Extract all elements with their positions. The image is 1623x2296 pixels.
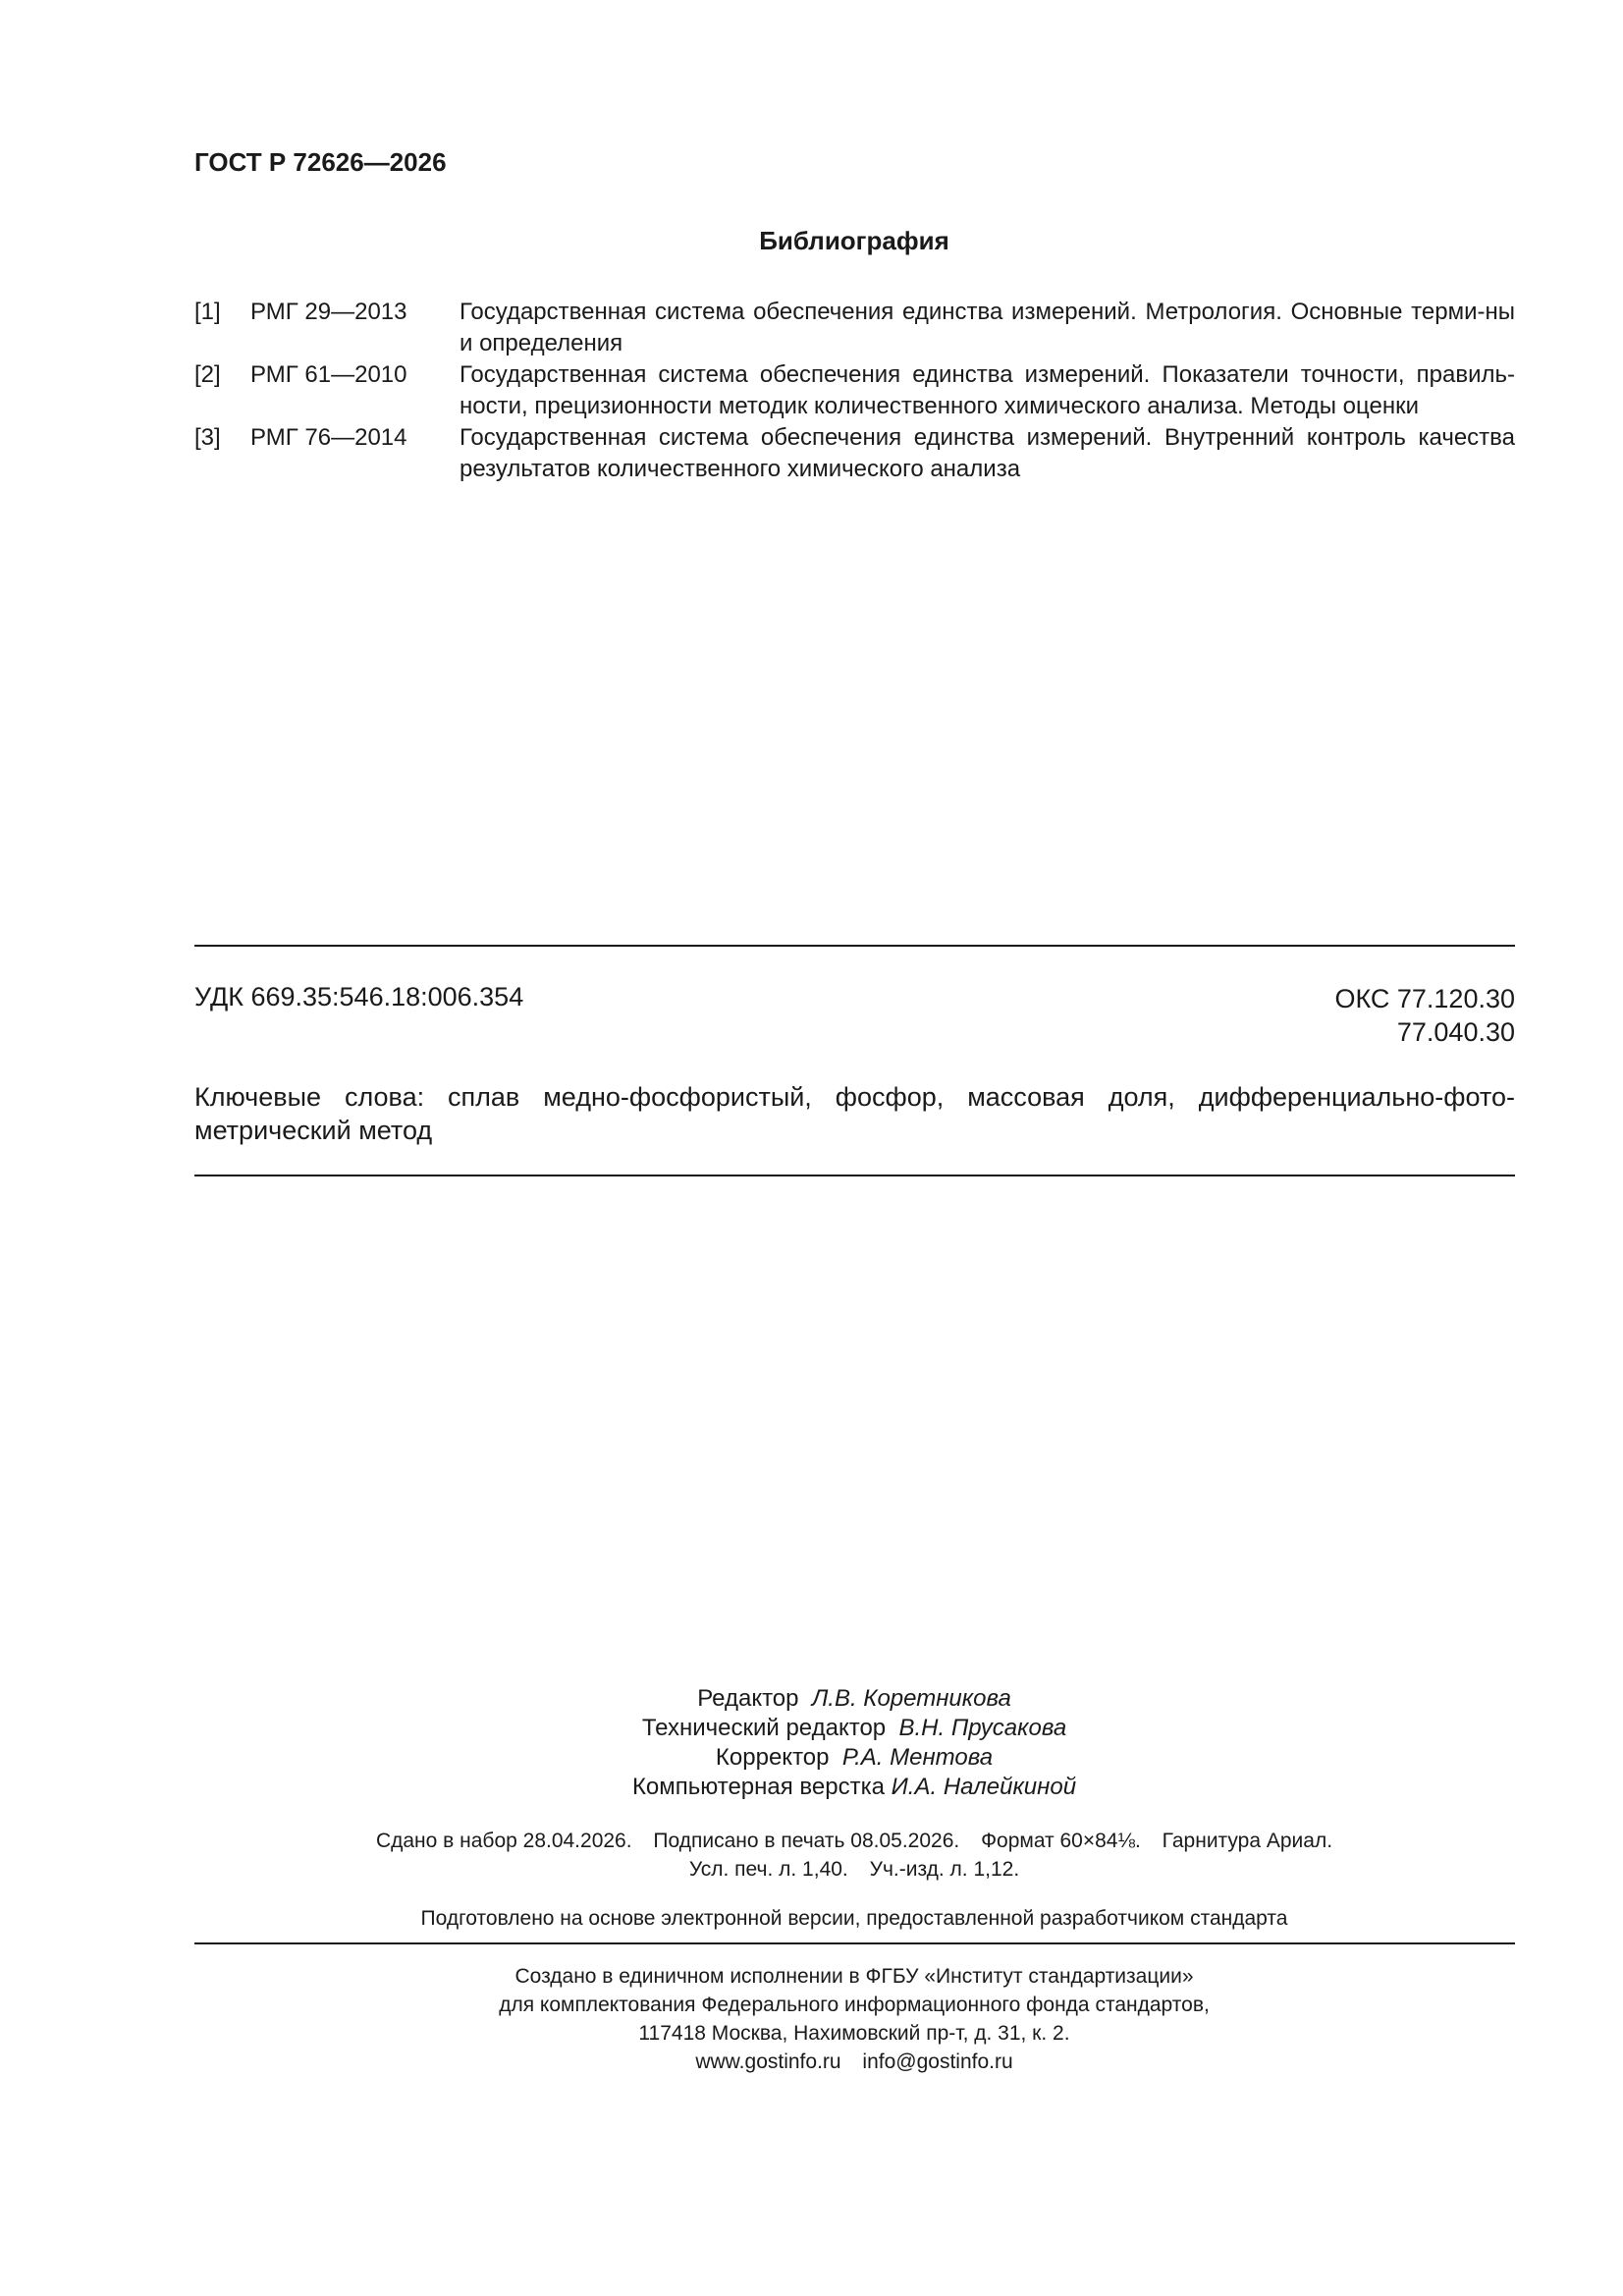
credit-tech-editor — [0, 1714, 1623, 1743]
credit-role: Технический редактор — [641, 1715, 887, 1741]
website-link[interactable]: www.gostinfo.ru — [695, 2050, 841, 2073]
credits-block — [0, 1684, 1623, 1802]
bibliography-entry — [194, 359, 1515, 422]
submitted-date: Сдано в набор 28.04.2026. — [375, 1830, 632, 1852]
oks-line-1: ОКС 77.120.30 — [1334, 984, 1515, 1013]
bibliography-entry-number: [1] — [194, 299, 221, 325]
credit-layout — [0, 1773, 1623, 1802]
credit-name: Р.А. Ментова — [841, 1744, 994, 1771]
created-line-3: 117418 Москва, Нахимовский пр-т, д. 31, к. 2. — [638, 2022, 1070, 2045]
credit-role: Корректор — [715, 1744, 830, 1771]
credit-name: Л.В. Коретникова — [811, 1685, 1011, 1712]
divider-top — [194, 945, 1515, 947]
print-info — [0, 1827, 1623, 1884]
bibliography-entry — [194, 422, 1515, 485]
bibliography-list — [194, 297, 1515, 485]
created-line-2: для комплектования Федерального информационного фонда стандартов, — [499, 1994, 1210, 2016]
bibliography-title: Библиография — [759, 226, 949, 255]
credit-name: В.Н. Прусакова — [898, 1715, 1067, 1741]
bibliography-entry-text: Государственная система обеспечения единства измерений. Внутренний контроль качества результатов количественного химического анализа — [460, 424, 1515, 482]
keywords: Ключевые слова: сплав медно-фосфористый, фосфор, массовая доля, дифференциально-фото-метрический метод — [194, 1082, 1515, 1145]
oks-line-2: 77.040.30 — [1396, 1017, 1515, 1047]
signed-date: Подписано в печать 08.05.2026. — [653, 1830, 960, 1852]
divider-bottom — [194, 1942, 1515, 1944]
contact-links — [0, 2048, 1623, 2076]
print-sheets: Усл. печ. л. 1,40. — [688, 1858, 848, 1881]
standard-id-header: ГОСТ Р 72626—2026 — [194, 147, 447, 177]
typeface: Гарнитура Ариал. — [1162, 1830, 1333, 1852]
created-block — [0, 1962, 1623, 2076]
credit-role: Редактор — [697, 1685, 799, 1712]
publishing-sheets: Уч.-изд. л. 1,12. — [869, 1858, 1020, 1881]
bibliography-entry-number: [2] — [194, 361, 221, 388]
bibliography-entry-code: РМГ 76—2014 — [250, 424, 407, 451]
bibliography-entry-code: РМГ 61—2010 — [250, 361, 407, 388]
credit-corrector — [0, 1743, 1623, 1773]
udk-code: УДК 669.35:546.18:006.354 — [194, 982, 524, 1011]
print-info-line-1 — [0, 1827, 1623, 1855]
bibliography-entry-code: РМГ 29—2013 — [250, 299, 407, 325]
credit-name: И.А. Налейкиной — [891, 1774, 1077, 1800]
paper-format: Формат 60×84⅛. — [981, 1830, 1141, 1852]
credit-editor — [0, 1684, 1623, 1714]
print-info-line-2 — [0, 1855, 1623, 1884]
divider-keywords — [194, 1175, 1515, 1176]
bibliography-entry — [194, 297, 1515, 359]
oks-code — [1334, 982, 1515, 1049]
credit-role: Компьютерная верстка — [631, 1774, 885, 1800]
prepared-note: Подготовлено на основе электронной версии, предоставленной разработчиком стандарта — [420, 1907, 1288, 1930]
bibliography-entry-number: [3] — [194, 424, 221, 451]
created-line-1: Создано в единичном исполнении в ФГБУ «Институт стандартизации» — [514, 1965, 1194, 1988]
bibliography-entry-text: Государственная система обеспечения единства измерений. Метрология. Основные терми-ны и определения — [460, 299, 1515, 356]
bibliography-entry-text: Государственная система обеспечения единства измерений. Показатели точности, правиль-ности, прецизионности методик количественного химического анализа. Методы оценки — [460, 361, 1515, 419]
email-link[interactable]: info@gostinfo.ru — [862, 2050, 1013, 2073]
